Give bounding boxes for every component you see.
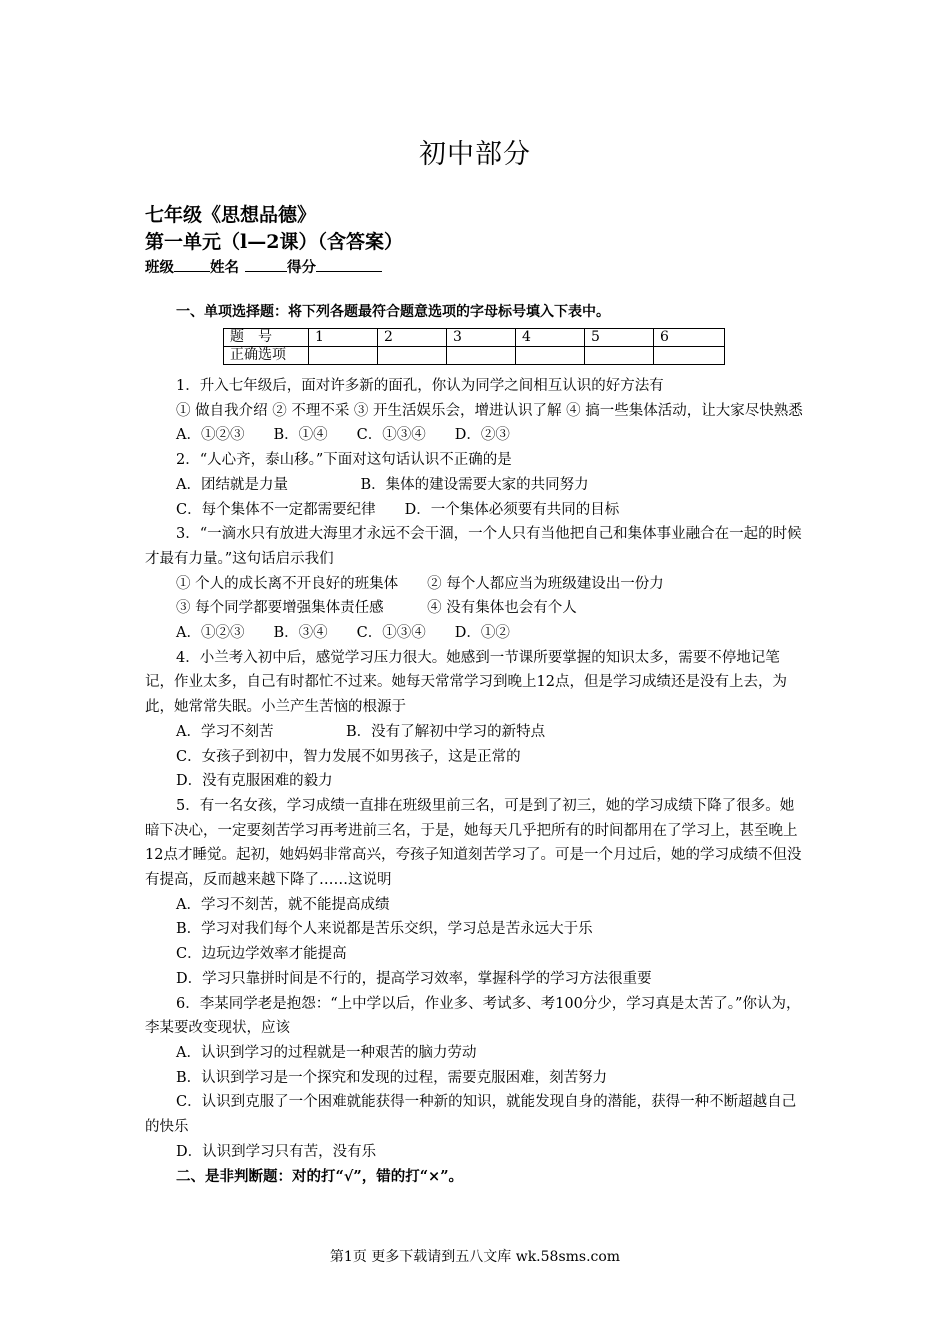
question-6-stem: 6．李某同学老是抱怨：“上中学以后，作业多、考试多、考100分少，学习真是太苦了。”你认为，李某要改变现状，应该: [145, 995, 801, 1037]
question-3-items-34: ③ 每个同学都要增强集体责任感 ④ 没有集体也会有个人: [176, 600, 577, 617]
answer-cell[interactable]: [309, 347, 378, 365]
question-3-options: A．①②③ B．③④ C．①③④ D．①②: [176, 625, 510, 642]
question-5-option-d: D．学习只靠拼时间是不行的，提高学习效率，掌握科学的学习方法很重要: [176, 970, 652, 987]
questions-body: [145, 374, 807, 1189]
question-6-option-d: D．认识到学习只有苦，没有乐: [176, 1143, 377, 1160]
question-6-option-a: A．认识到学习的过程就是一种艰苦的脑力劳动: [176, 1044, 477, 1061]
question-number-cell: 5: [585, 329, 654, 347]
question-4-stem: 4．小兰考入初中后，感觉学习压力很大。她感到一节课所要掌握的知识太多，需要不停地记笔记，作业太多，自己有时都忙不过来。她每天常常学习到晚上12点，但是学习成绩还是没有上去，为此，她常常失眠。小兰产生苦恼的根源于: [145, 649, 787, 716]
answer-table-row-label: 正确选项: [224, 347, 309, 365]
question-number-cell: 6: [654, 329, 725, 347]
answer-table: [223, 328, 725, 365]
answer-table-row-label: 题 号: [224, 329, 309, 347]
student-info-line: [145, 256, 382, 277]
answer-cell[interactable]: [585, 347, 654, 365]
question-6-option-b: B．认识到学习是一个探究和发现的过程，需要克服困难，刻苦努力: [176, 1069, 608, 1086]
question-1-stem: 1．升入七年级后，面对许多新的面孔，你认为同学之间相互认识的好方法有: [176, 378, 664, 394]
page-title: 初中部分: [419, 139, 531, 170]
question-1-items: ① 做自我介绍 ② 不理不采 ③ 开生活娱乐会，增进认识了解 ④ 搞一些集体活动，让大家尽快熟悉: [176, 402, 803, 419]
question-2-stem: 2．“人心齐，泰山移。”下面对这句话认识不正确的是: [176, 452, 512, 469]
score-label: 得分: [287, 259, 316, 276]
class-label: 班级: [145, 259, 174, 276]
question-4-options-ab: A．学习不刻苦 B．没有了解初中学习的新特点: [176, 723, 546, 740]
question-4-option-d: D．没有克服困难的毅力: [176, 773, 333, 790]
answer-cell[interactable]: [654, 347, 725, 365]
question-5-stem: 5．有一名女孩，学习成绩一直排在班级里前三名，可是到了初三，她的学习成绩下降了很多。她暗下决心，一定要刻苦学习再考进前三名，于是，她每天几乎把所有的时间都用在了学习上，甚至晚上12点才睡觉。起初，她妈妈非常高兴，夸孩子知道刻苦学习了。可是一个月过后，她的学习成绩不但没有提高，反而越来越下降了……这说明: [145, 797, 802, 889]
answer-table-header-row: [224, 329, 725, 347]
question-3-stem: 3．“一滴水只有放进大海里才永远不会干涸，一个人只有当他把自己和集体事业融合在一起的时候才最有力量。”这句话启示我们: [145, 526, 802, 567]
page-footer: 第1页 更多下载请到五八文库 wk.58sms.com: [329, 1249, 621, 1265]
name-label: 姓名: [210, 259, 239, 276]
question-number-cell: 4: [516, 329, 585, 347]
answer-cell[interactable]: [447, 347, 516, 365]
question-number-cell: 1: [309, 329, 378, 347]
question-5-option-b: B．学习对我们每个人来说都是苦乐交织，学习总是苦永远大于乐: [176, 921, 593, 938]
unit-heading: 第一单元（l—2课）（含答案）: [145, 231, 403, 253]
answer-cell[interactable]: [378, 347, 447, 365]
question-5-option-c: C．边玩边学效率才能提高: [176, 946, 347, 963]
question-6-option-c: C．认识到克服了一个困难就能获得一种新的知识，就能发现自身的潜能，获得一种不断超越自己的快乐: [145, 1094, 797, 1136]
question-number-cell: 3: [447, 329, 516, 347]
section-1-title: 一、单项选择题：将下列各题最符合题意选项的字母标号填入下表中。: [176, 304, 610, 320]
question-number-cell: 2: [378, 329, 447, 347]
class-blank[interactable]: [174, 257, 210, 272]
question-3-items-12: ① 个人的成长离不开良好的班集体 ② 每个人都应当为班级建设出一份力: [176, 575, 664, 592]
answer-table-answer-row: [224, 347, 725, 365]
name-blank[interactable]: [245, 257, 287, 272]
subject-heading: 七年级《思想品德》: [145, 204, 317, 226]
question-5-option-a: A．学习不刻苦，就不能提高成绩: [176, 896, 390, 913]
question-4-option-c: C．女孩子到初中，智力发展不如男孩子，这是正常的: [176, 748, 521, 765]
score-blank[interactable]: [316, 257, 382, 272]
question-2-options-cd: C．每个集体不一定都需要纪律 D．一个集体必须要有共同的目标: [176, 501, 620, 518]
section-2-title: 二、是非判断题：对的打“√”，错的打“×”。: [176, 1167, 464, 1185]
answer-cell[interactable]: [516, 347, 585, 365]
question-2-options-ab: A．团结就是力量 B．集体的建设需要大家的共同努力: [176, 476, 589, 493]
question-1-options: A．①②③ B．①④ C．①③④ D．②③: [176, 427, 510, 444]
